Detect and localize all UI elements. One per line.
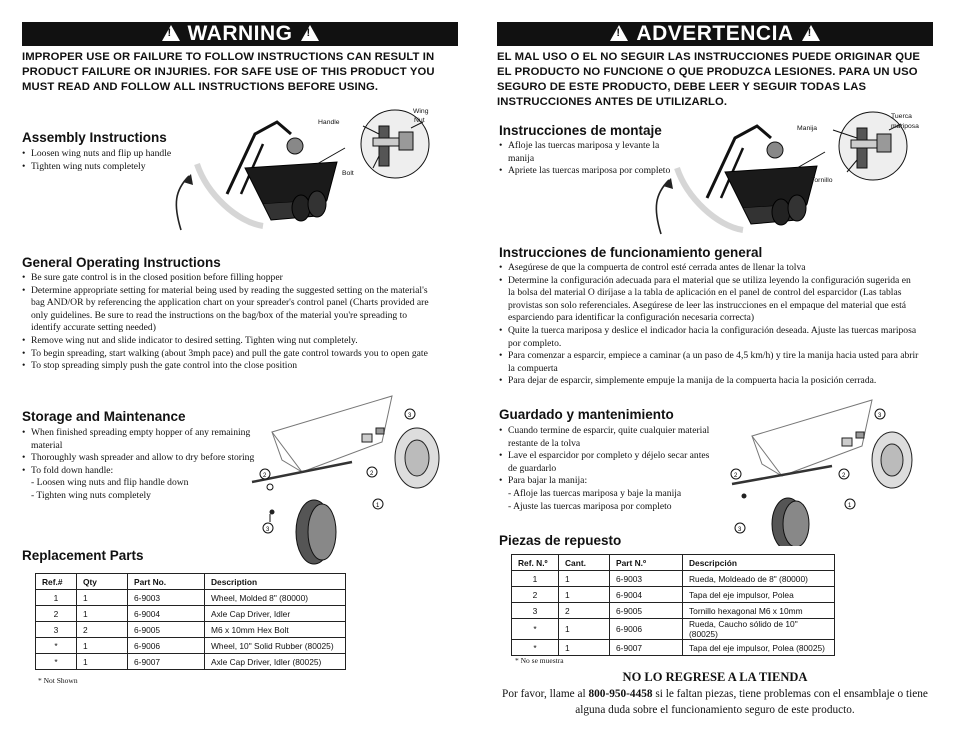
table-row bbox=[512, 619, 835, 640]
warning-triangle-icon bbox=[301, 25, 319, 41]
table-cell: 1 bbox=[77, 638, 128, 654]
parts-table bbox=[511, 554, 835, 656]
list-item: • Tighten wing nuts completely bbox=[22, 161, 192, 174]
warning-triangle-icon bbox=[162, 25, 180, 41]
operating-list bbox=[499, 262, 919, 388]
table-cell: Wheel, Molded 8" (80000) bbox=[205, 590, 346, 606]
warning-banner-title: ADVERTENCIA bbox=[636, 22, 794, 45]
table-header-row bbox=[36, 574, 346, 590]
table-row bbox=[36, 638, 346, 654]
contact-info bbox=[497, 686, 933, 718]
table-row bbox=[36, 590, 346, 606]
table-cell: 1 bbox=[512, 571, 559, 587]
list-subitem: - Ajuste las tuercas mariposa por completo bbox=[508, 500, 672, 512]
wing-label: Tuerca bbox=[891, 113, 912, 120]
column-header: Part N.º bbox=[610, 555, 683, 571]
table-cell: 2 bbox=[36, 606, 77, 622]
storage-title: Guardado y mantenimiento bbox=[499, 407, 674, 422]
table-cell: 1 bbox=[77, 654, 128, 670]
table-cell: Rueda, Moldeado de 8" (80000) bbox=[683, 571, 835, 587]
column-header: Ref. N.º bbox=[512, 555, 559, 571]
list-item: • To stop spreading simply push the gate control into the close position bbox=[22, 360, 430, 373]
list-item: • To fold down handle: bbox=[22, 465, 282, 478]
do-not-return-heading: NO LO REGRESE A LA TIENDA bbox=[622, 670, 808, 684]
list-item: • When finished spreading empty hopper of any remaining material bbox=[22, 427, 282, 452]
parts-table bbox=[35, 573, 346, 670]
warning-intro: IMPROPER USE OR FAILURE TO FOLLOW INSTRUCTIONS CAN RESULT IN PRODUCT FAILURE OR INJURIES. FOR SAFE USE OF THIS PRODUCT YOU MUST READ AND FOLLOW ALL INSTRUCTIONS BEFORE USING. bbox=[22, 51, 435, 93]
wheel-exploded-figure bbox=[722, 396, 927, 546]
table-cell: 1 bbox=[559, 640, 610, 656]
column-header: Part No. bbox=[128, 574, 205, 590]
callout-number: 3 bbox=[738, 527, 742, 533]
handle-label: Handle bbox=[318, 119, 340, 126]
wheel-shape bbox=[772, 199, 790, 225]
table-cell: 1 bbox=[77, 590, 128, 606]
list-item: • Remove wing nut and slide indicator to desired setting. Tighten wing nut completely. bbox=[22, 335, 430, 348]
storage-list bbox=[499, 425, 714, 513]
spreader-assembly-figure bbox=[647, 108, 932, 240]
table-row bbox=[512, 587, 835, 603]
table-footnote: * Not Shown bbox=[38, 676, 78, 685]
table-cell: * bbox=[512, 640, 559, 656]
table-cell: 6-9004 bbox=[610, 587, 683, 603]
warning-triangle-icon bbox=[802, 25, 820, 41]
table-cell: 1 bbox=[36, 590, 77, 606]
warning-banner bbox=[497, 22, 933, 46]
list-item: • Asegúrese de que la compuerta de control esté cerrada antes de llenar la tolva bbox=[499, 262, 919, 275]
wheel-exploded-figure bbox=[242, 392, 452, 567]
table-header-row bbox=[512, 555, 835, 571]
callout-number: 2 bbox=[734, 473, 738, 479]
table-cell: 6-9006 bbox=[128, 638, 205, 654]
table-cell: * bbox=[512, 619, 559, 640]
warning-intro: EL MAL USO O EL NO SEGUIR LAS INSTRUCCIONES PUEDE ORIGINAR QUE EL PRODUCTO NO FUNCIONE O QUE PRODUZCA LESIONES. PARA UN USO SEGURO DE ESTE PRODUCTO, DEBE LEER Y SEGUIR TODAS LAS INSTRUCCIONES ANTES DE UTILIZARLO. bbox=[497, 51, 920, 108]
table-row bbox=[36, 606, 346, 622]
table-cell: Tornillo hexagonal M6 x 10mm bbox=[683, 603, 835, 619]
table-cell: 6-9006 bbox=[610, 619, 683, 640]
table-cell: 2 bbox=[77, 622, 128, 638]
callout-number: 2 bbox=[842, 473, 846, 479]
operating-title: Instrucciones de funcionamiento general bbox=[499, 245, 763, 260]
table-cell: 6-9007 bbox=[128, 654, 205, 670]
nut-label: Nut bbox=[414, 117, 425, 124]
list-item: • Apriete las tuercas mariposa por completo bbox=[499, 165, 679, 178]
callout-number: 3 bbox=[878, 413, 882, 419]
storage-title: Storage and Maintenance bbox=[22, 409, 186, 424]
table-row bbox=[512, 640, 835, 656]
list-item: • To begin spreading, start walking (about 3mph pace) and pull the gate control towards you to open gate bbox=[22, 348, 430, 361]
callout-number: 1 bbox=[848, 503, 852, 509]
table-cell: 3 bbox=[36, 622, 77, 638]
table-cell: 6-9005 bbox=[610, 603, 683, 619]
table-cell: Axle Cap Driver, Idler bbox=[205, 606, 346, 622]
warning-banner bbox=[22, 22, 458, 46]
column-header: Description bbox=[205, 574, 346, 590]
warning-banner-title: WARNING bbox=[187, 22, 293, 45]
list-item: • Determine appropriate setting for material being used by reading the suggested setting on the material's bag AND/OR by referencing the application chart on your spreader's control panel (Charts provided are only guidelines. Be sure to read the instructions on the bag/box of the material you're spreading to identify accurate setting needed) bbox=[22, 285, 430, 335]
table-cell: 6-9004 bbox=[128, 606, 205, 622]
wheel-shape bbox=[292, 195, 310, 221]
callout-number: 2 bbox=[370, 471, 374, 477]
list-subitem: - Tighten wing nuts completely bbox=[31, 489, 151, 501]
list-subitem: - Afloje las tuercas mariposa y baje la manija bbox=[508, 487, 682, 499]
table-cell: 3 bbox=[512, 603, 559, 619]
list-item: • Loosen wing nuts and flip up handle bbox=[22, 148, 192, 161]
operating-list bbox=[22, 272, 430, 373]
callout-number: 3 bbox=[408, 413, 412, 419]
table-cell: Tapa del eje impulsor, Polea bbox=[683, 587, 835, 603]
list-item: • Quite la tuerca mariposa y deslice el indicador hacia la configuración deseada. Ajuste las tuercas mariposa por completo. bbox=[499, 325, 919, 350]
table-cell: 6-9005 bbox=[128, 622, 205, 638]
table-cell: 1 bbox=[77, 606, 128, 622]
list-item: • Para comenzar a esparcir, empiece a caminar (a un paso de 4,5 km/h) y tire la manija hacia usted para abrir la compuerta bbox=[499, 350, 919, 375]
table-cell: Rueda, Caucho sólido de 10" (80025) bbox=[683, 619, 835, 640]
list-item: • Thoroughly wash spreader and allow to dry before storing bbox=[22, 452, 282, 465]
table-cell: M6 x 10mm Hex Bolt bbox=[205, 622, 346, 638]
list-item: • Afloje las tuercas mariposa y levante la manija bbox=[499, 140, 679, 165]
column-header: Qty bbox=[77, 574, 128, 590]
bolt-label: Tornillo bbox=[811, 177, 833, 184]
warning-triangle-icon bbox=[610, 25, 628, 41]
replacement-title: Piezas de repuesto bbox=[499, 533, 622, 548]
table-row bbox=[36, 622, 346, 638]
pivot-circle bbox=[287, 138, 303, 154]
assembly-title: Instrucciones de montaje bbox=[499, 123, 662, 138]
table-cell: 6-9003 bbox=[610, 571, 683, 587]
wing-label: Wing bbox=[413, 108, 429, 115]
table-cell: Axle Cap Driver, Idler (80025) bbox=[205, 654, 346, 670]
list-item: • Para dejar de esparcir, simplemente empuje la manija de la compuerta hacia la posición cerrada. bbox=[499, 375, 919, 388]
table-cell: 1 bbox=[559, 619, 610, 640]
assembly-title: Assembly Instructions bbox=[22, 130, 167, 145]
nut-label: mariposa bbox=[891, 123, 919, 130]
table-row bbox=[512, 571, 835, 587]
table-row bbox=[36, 654, 346, 670]
list-item: • Para bajar la manija: bbox=[499, 475, 714, 488]
table-cell: Wheel, 10" Solid Rubber (80025) bbox=[205, 638, 346, 654]
table-cell: 1 bbox=[559, 587, 610, 603]
callout-number: 2 bbox=[263, 473, 267, 479]
table-cell: * bbox=[36, 638, 77, 654]
contact-suffix: si le faltan piezas, tiene problemas con el ensamblaje o tiene alguna duda sobre el funcionamiento seguro de este producto. bbox=[575, 688, 928, 716]
table-cell: 1 bbox=[559, 571, 610, 587]
callout-number: 3 bbox=[266, 527, 270, 533]
list-item: • Lave el esparcidor por completo y déjelo secar antes de guardarlo bbox=[499, 450, 714, 475]
phone-number: 800-950-4458 bbox=[588, 688, 653, 700]
table-cell: 6-9007 bbox=[610, 640, 683, 656]
bolt-label: Bolt bbox=[342, 170, 354, 177]
contact-prefix: Por favor, llame al bbox=[502, 688, 589, 700]
table-row bbox=[512, 603, 835, 619]
table-cell: Tapa del eje impulsor, Polea (80025) bbox=[683, 640, 835, 656]
column-header: Ref.# bbox=[36, 574, 77, 590]
column-header: Cant. bbox=[559, 555, 610, 571]
list-item: • Be sure gate control is in the closed position before filling hopper bbox=[22, 272, 430, 285]
rotation-arrow bbox=[656, 180, 669, 234]
table-cell: 2 bbox=[512, 587, 559, 603]
table-cell: 2 bbox=[559, 603, 610, 619]
list-item: • Determine la configuración adecuada para el material que se utiliza leyendo la configuración sugerida en la bolsa del material O diríjase a la tabla de aplicación en el panel de control del esparcidor (Las tablas provistas son solo referenciales. Asegúrese de leer las instrucciones en el empaque del material que está esparciendo para identificar la configuración necesaria correcta) bbox=[499, 275, 919, 325]
table-cell: * bbox=[36, 654, 77, 670]
handle-label: Manija bbox=[797, 125, 818, 132]
column-header: Descripción bbox=[683, 555, 835, 571]
list-subitem: - Loosen wing nuts and flip handle down bbox=[31, 477, 189, 489]
operating-title: General Operating Instructions bbox=[22, 255, 221, 270]
callout-number: 1 bbox=[376, 503, 380, 509]
replacement-title: Replacement Parts bbox=[22, 548, 144, 563]
table-footnote: * No se muestra bbox=[515, 656, 564, 665]
table-cell: 6-9003 bbox=[128, 590, 205, 606]
list-item: • Cuando termine de esparcir, quite cualquier material restante de la tolva bbox=[499, 425, 714, 450]
rotation-arrow bbox=[176, 176, 189, 230]
